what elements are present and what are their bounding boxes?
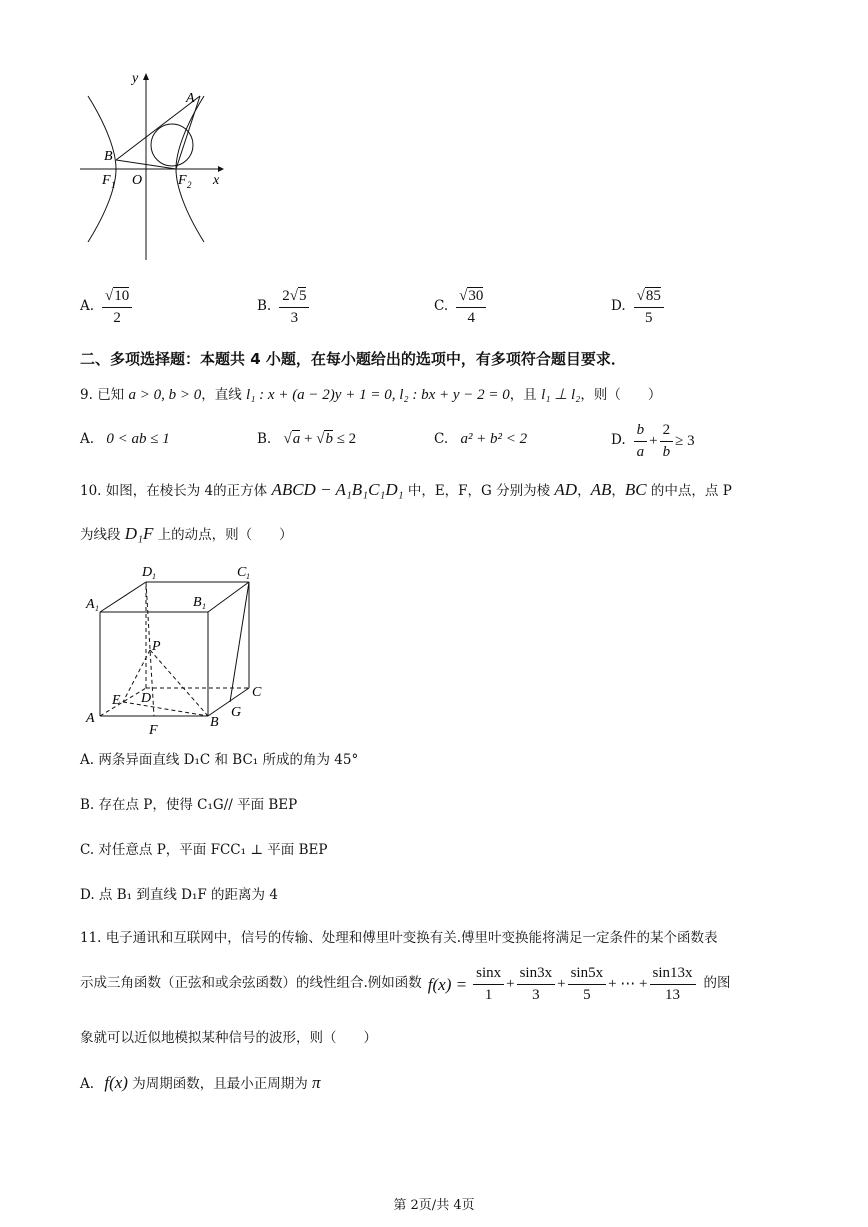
y-axis-arrow [143,73,149,80]
radicand: 85 [645,288,661,304]
label-B1: B [193,595,202,610]
edge-bc: BC [624,480,647,499]
label-B: B [104,149,113,164]
term-numerator: sinx [473,965,504,985]
q10-stem-line1 [80,481,732,499]
q11-stem-line3: 象就可以近似地模拟某种信号的波形，则（ ） [80,1030,377,1046]
label-D1-sub: 1 [152,572,156,581]
label-F1-sub: 1 [111,180,116,190]
denominator: 3 [290,309,299,326]
segment-d1f: D₁F [124,524,154,543]
label-C1: C [237,565,247,580]
q10-text: 上的动点，则（ ） [157,527,293,543]
fraction-b-over-a [634,422,648,460]
option-fraction: $\frac{2√5}{3}$ [279,288,309,326]
pi-symbol: π [312,1073,321,1092]
q9-text: ，则（ ） [580,387,662,403]
cube-name: ABCD − A₁B₁C₁D₁ [271,480,404,499]
q9-option-c [434,432,527,447]
denominator: 2 [113,309,121,326]
label-C: C [252,685,262,700]
q10-stem-line2 [80,525,293,543]
label-F: F [149,723,158,738]
q9-stem [80,388,661,403]
q10-option-a: A. 两条异面直线 D₁C 和 BC₁ 所成的角为 45° [80,752,359,768]
incircle [151,124,193,166]
x-axis-arrow [218,166,224,172]
term-numerator: sin5x [568,965,607,985]
radicand: 5 [298,288,307,304]
label-E: E [112,693,121,708]
label-C1-sub: 1 [246,572,250,581]
q9-text: 已知 [97,387,125,403]
term-denominator: 5 [583,986,591,1003]
option-letter: D. [611,432,626,449]
radicand: 10 [114,288,130,304]
function-name: f(x) [104,1073,128,1092]
fourier-term [517,965,556,1003]
option-letter: B. [257,431,272,447]
q8-option-d [611,284,666,330]
label-y: y [132,71,139,86]
denominator: 5 [645,309,653,326]
segment-C1G [230,582,249,702]
denominator: 4 [467,309,475,326]
label-P: P [152,639,161,654]
term-denominator: 3 [532,986,540,1003]
coefficient: 2 [282,288,290,304]
q11-stem-line1: 11. 电子通讯和互联网中，信号的传输、处理和傅里叶变换有关.傅里叶变换能将满足一定条件的某个函数表 [80,930,718,946]
edge-A1D1 [100,582,146,612]
q11-option-a [80,1074,321,1092]
term-numerator: sin3x [517,965,556,985]
q11-stem-line2: 示成三角函数（正弦和或余弦函数）的线性组合.例如函数 f(x) = $\frac{\sin x}{1}$ + $\frac{\sin 3x}{3}$ + $\frac{\sin 5x}{5}$ + ⋯ + $\frac{\sin 13x}{13}$ 的图 [80,965,731,1003]
q9-option-a [80,432,170,447]
option-letter: C. [434,431,449,447]
q11-text: 示成三角函数（正弦和或余弦函数）的线性组合.例如函数 [80,975,422,992]
radicand-b: b [325,431,333,447]
q10-text: ， [611,483,625,499]
label-A1-sub: 1 [95,604,99,613]
label-F2-sub: 2 [187,180,192,190]
edge-B1C1 [208,582,249,612]
option-letter: C. [434,298,449,315]
q10-option-b: B. 存在点 P，使得 C₁G// 平面 BEP [80,797,298,813]
term-denominator: 13 [665,986,681,1003]
q10-text: 为线段 [80,527,121,543]
q9-condition: a > 0, b > 0 [128,387,202,403]
question-number: 9. [80,387,93,403]
q10-text: ， [577,483,591,499]
numerator: 2 [660,422,674,442]
denominator: b [662,443,671,460]
option-text: 为周期函数，且最小正周期为 [132,1076,308,1092]
term-numerator: sin13x [650,965,696,985]
q10-option-c: C. 对任意点 P，平面 FCC₁ ⊥ 平面 BEP [80,842,328,858]
edge-ad: AD [554,480,578,499]
label-A: A [186,91,195,106]
label-F2: F [178,173,187,188]
q11-text: 的图 [703,975,731,992]
label-D: D [141,691,152,706]
q10-option-d: D. 点 B₁ 到直线 D₁F 的距离为 4 [80,887,278,903]
q9-option-b: B. √a + √b ≤ 2 [257,431,357,447]
fraction-2-over-b [660,422,674,460]
label-A1: A [86,597,95,612]
q10-text: 的中点，点 P [650,483,732,499]
option-expression: a² + b² < 2 [460,431,528,447]
label-B1-sub: 1 [202,602,206,611]
term-denominator: 1 [484,986,493,1003]
option-letter: A. [80,298,95,315]
function-name: f(x) = [427,974,468,994]
page-footer: 第 2页/共 4页 [393,1198,475,1213]
label-F1: F [102,173,111,188]
ellipsis: + ⋯ + [608,975,648,992]
option-expression: 0 < ab ≤ 1 [106,431,170,447]
hyperbola-figure [78,68,228,268]
edge-BC [208,688,249,716]
numerator: b [634,422,648,442]
option-fraction: $\frac{√10}{2}$ [102,288,132,326]
option-letter: B. [257,298,272,315]
fourier-term [473,965,504,1003]
section-title: 二、多项选择题：本题共 4 小题，在每小题给出的选项中，有多项符合题目要求． [80,350,626,368]
fourier-term [568,965,607,1003]
label-D1: D [142,565,153,580]
label-x: x [213,173,220,188]
q8-option-a [80,284,134,330]
q8-option-b [257,284,311,330]
radicand: 30 [468,288,484,304]
edge-ab: AB [590,480,612,499]
cube-figure [80,560,280,740]
segment-PB [150,650,208,716]
label-A: A [86,711,95,726]
radicand-a: a [292,431,301,447]
q9-text: ，且 [509,387,537,403]
label-O: O [132,173,143,188]
option-fraction: $\frac{√30}{4}$ [456,288,486,326]
label-B: B [210,715,219,730]
option-rest: ≤ 2 [336,431,357,447]
q9-lines: l₁ : x + (a − 2)y + 1 = 0, l₂ : bx + y − 2 = 0 [246,387,510,403]
denominator: a [636,443,645,460]
option-fraction: $\frac{√85}{5}$ [634,288,664,326]
q9-perp: l₁ ⊥ l₂ [541,387,581,403]
q8-option-c [434,284,488,330]
option-rest: ≥ 3 [675,432,695,449]
q10-text: 中，E，F，G 分别为棱 [407,483,551,499]
fourier-term [650,965,696,1003]
q9-option-d: D. $\frac{b}{a}$ + $\frac{2}{b}$ ≥ 3 [611,422,695,460]
q9-text: ，直线 [201,387,242,403]
option-letter: D. [611,298,626,315]
segment-EB [123,702,208,716]
option-letter: A. [80,431,95,447]
option-letter: A. [80,1076,95,1092]
label-G: G [231,705,242,720]
q10-text: 10. 如图，在棱长为 4的正方体 [80,483,268,499]
